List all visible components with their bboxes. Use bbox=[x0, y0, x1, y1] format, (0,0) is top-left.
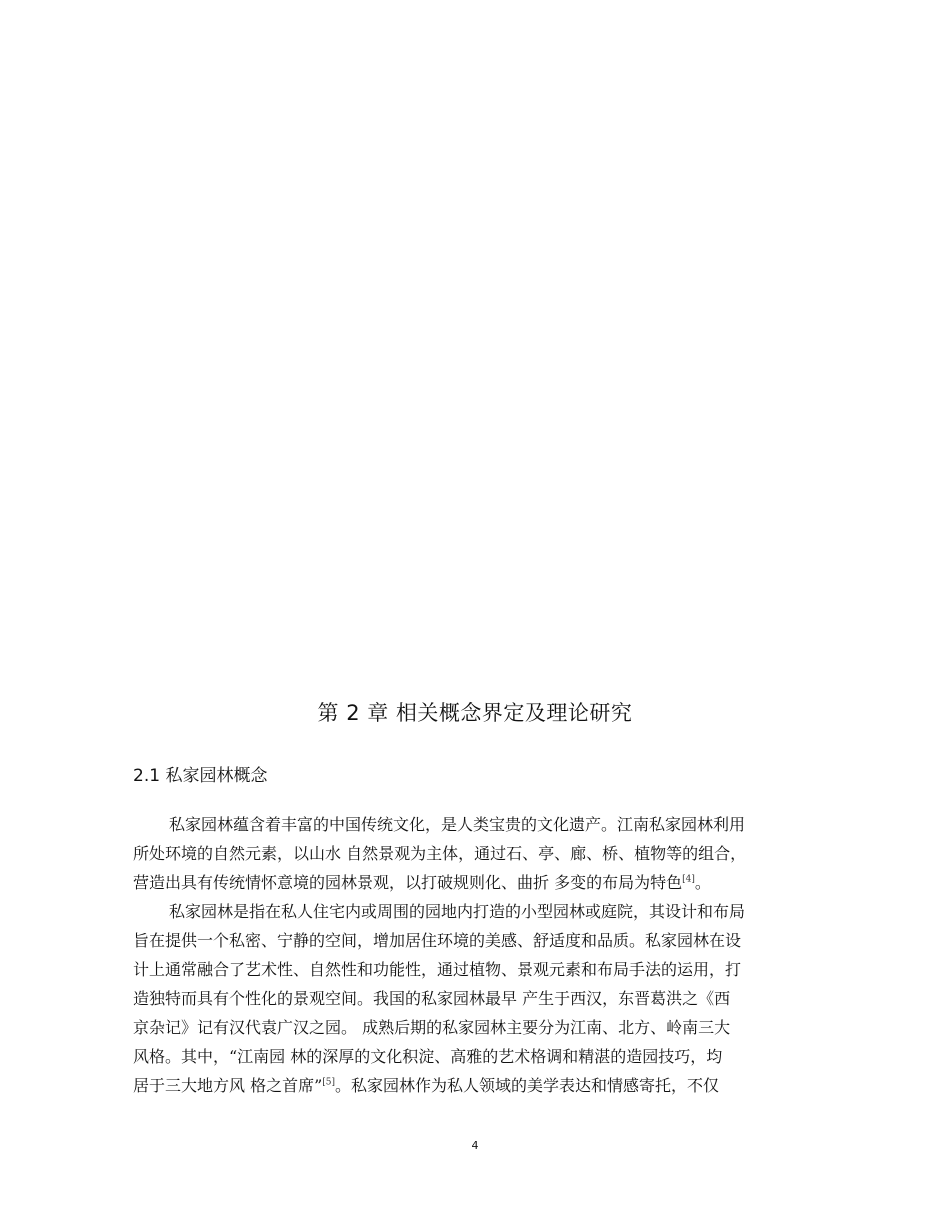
paragraph-2-line-6 bbox=[133, 1042, 840, 1071]
citation-marker[interactable]: [5] bbox=[322, 1077, 336, 1088]
paragraph-2-line-3 bbox=[133, 955, 840, 984]
line-text: 私家园林蕴含着丰富的中国传统文化，是人类宝贵的文化遗产。江南私家园林利用 bbox=[169, 815, 746, 834]
paragraph-2-line-4 bbox=[133, 984, 840, 1013]
citation-marker[interactable]: [4] bbox=[682, 874, 695, 885]
paragraph-1-line-3 bbox=[133, 868, 840, 897]
line-text: 造独特而具有个性化的景观空间。我国的私家园林最早 产生于西汉，东晋葛洪之《西 bbox=[133, 989, 731, 1008]
paragraph-2-line-5 bbox=[133, 1013, 840, 1042]
paragraph-2-line-7 bbox=[133, 1071, 840, 1100]
line-text-after: 。私家园林作为私人领域的美学表达和情感寄托，不仅 bbox=[335, 1076, 720, 1095]
line-text: 京杂记》记有汉代袁广汉之园。 成熟后期的私家园林主要分为江南、北方、岭南三大 bbox=[133, 1018, 731, 1037]
line-text: 所处环境的自然元素，以山水 自然景观为主体，通过石、亭、廊、桥、植物等的组合， bbox=[133, 844, 747, 863]
line-text: 居于三大地方风 格之首席” bbox=[133, 1076, 323, 1095]
body-text bbox=[133, 810, 840, 1100]
paragraph-2-line-2 bbox=[133, 926, 840, 955]
paragraph-2-line-1 bbox=[133, 897, 840, 926]
chapter-title: 第 2 章 相关概念界定及理论研究 bbox=[317, 701, 633, 725]
line-text-after: 。 bbox=[694, 873, 711, 892]
page-number: 4 bbox=[471, 1139, 479, 1152]
line-text: 营造出具有传统情怀意境的园林景观，以打破规则化、曲折 多变的布局为特色 bbox=[133, 873, 683, 892]
line-text: 旨在提供一个私密、宁静的空间，增加居住环境的美感、舒适度和品质。私家园林在设 bbox=[133, 931, 742, 950]
line-text: 计上通常融合了艺术性、自然性和功能性，通过植物、景观元素和布局手法的运用，打 bbox=[133, 960, 742, 979]
section-title: 2.1 私家园林概念 bbox=[133, 766, 268, 786]
line-text: 风格。其中，“江南园 林的深厚的文化积淀、高雅的艺术格调和精湛的造园技巧，均 bbox=[133, 1047, 723, 1066]
line-text: 私家园林是指在私人住宅内或周围的园地内打造的小型园林或庭院，其设计和布局 bbox=[169, 902, 746, 921]
paragraph-1-line-1 bbox=[133, 810, 840, 839]
paragraph-1-line-2 bbox=[133, 839, 840, 868]
